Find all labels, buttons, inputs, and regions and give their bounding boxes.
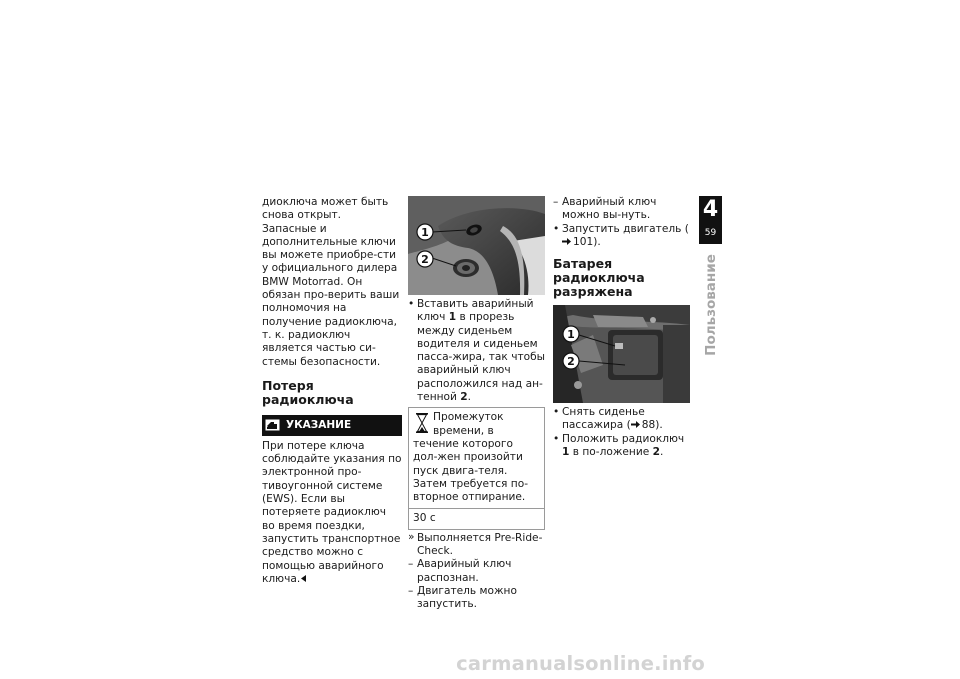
notice-text	[262, 440, 402, 586]
timing-note-cell	[409, 408, 544, 509]
seat-slot-photo	[408, 196, 545, 295]
page-ref-101[interactable]: 101	[573, 235, 594, 248]
page-ref-88[interactable]: 88	[641, 419, 656, 432]
dealer-paragraph: Запасные и дополнительные ключи вы можете приобре-сти у официального дилера BMW Motorrad. Он обязан про-верить ваши полномочия на получение радиоключа, т. к. радиоключ является частью си-стемы безопасности.	[262, 222, 400, 368]
page-number: 59	[704, 228, 717, 238]
photo2-label-2: 2	[567, 355, 575, 369]
page-ref-arrow-icon	[631, 421, 640, 428]
photo2-label-1: 1	[567, 328, 575, 342]
timing-note: Промежуток времени, в течение которого дол-жен произойти пуск двига-теля. Затем требуется по-вторное отпирание.	[413, 411, 529, 504]
hourglass-icon	[415, 412, 429, 434]
text-column-1	[262, 196, 402, 586]
timing-table	[408, 407, 545, 529]
intro-text: диоключа может быть снова открыт.	[262, 196, 389, 222]
result-item: – Аварийный ключ распознан.	[408, 558, 545, 585]
page-ref-arrow-icon	[562, 238, 571, 245]
result-list	[408, 558, 545, 611]
result-item: – Двигатель можно запустить.	[408, 585, 545, 612]
timing-value: 30 с	[413, 512, 436, 525]
insert-key-steps	[408, 298, 545, 404]
text-column-2	[408, 196, 545, 612]
notice-body: При потере ключа соблюдайте указания по электронной про-тивоугонной системе (EWS). Если вы потеряете радиоключ во время поездки, запустить транспортное средство можно с помощью аварийного ключа.	[262, 439, 402, 585]
text-column-3	[553, 196, 693, 459]
step-insert-key: • Вставить аварийный ключ 1 в прорезь между сиденьем водителя и сиденьем пасса-жира, так чтобы аварийный ключ расположился над ан-тенной 2.	[408, 298, 545, 404]
photo1-label-1: 1	[421, 226, 429, 239]
end-mark-icon	[301, 575, 306, 582]
battery-steps	[553, 406, 693, 459]
watermark: carmanualsonline.info	[456, 652, 705, 675]
result-line: » Выполняется Pre-Ride-Check.	[408, 532, 545, 559]
section-heading-key-loss: Потеря радиоключа	[262, 377, 354, 407]
section-heading-battery: Батарея радиоключа разряжена	[553, 256, 645, 300]
chapter-title: Пользование	[703, 254, 719, 356]
notice-hand-icon	[265, 419, 280, 431]
chapter-number: 4	[702, 197, 719, 222]
photo1-label-2: 2	[421, 253, 429, 266]
passenger-seat-area-photo	[553, 305, 690, 403]
step-start-engine: • Запустить двигатель (101).	[553, 223, 693, 250]
notice-header	[262, 415, 402, 436]
start-engine-list	[553, 223, 693, 250]
step-remove-seat: • Снять сиденье пассажира ( 88).	[553, 406, 693, 433]
result-item: – Аварийный ключ можно вы-нуть.	[553, 196, 693, 223]
notice-label: УКАЗАНИЕ	[286, 418, 352, 431]
step-place-key: • Положить радиоключ 1 в по-ложение 2.	[553, 433, 693, 460]
remove-key-list	[553, 196, 693, 223]
